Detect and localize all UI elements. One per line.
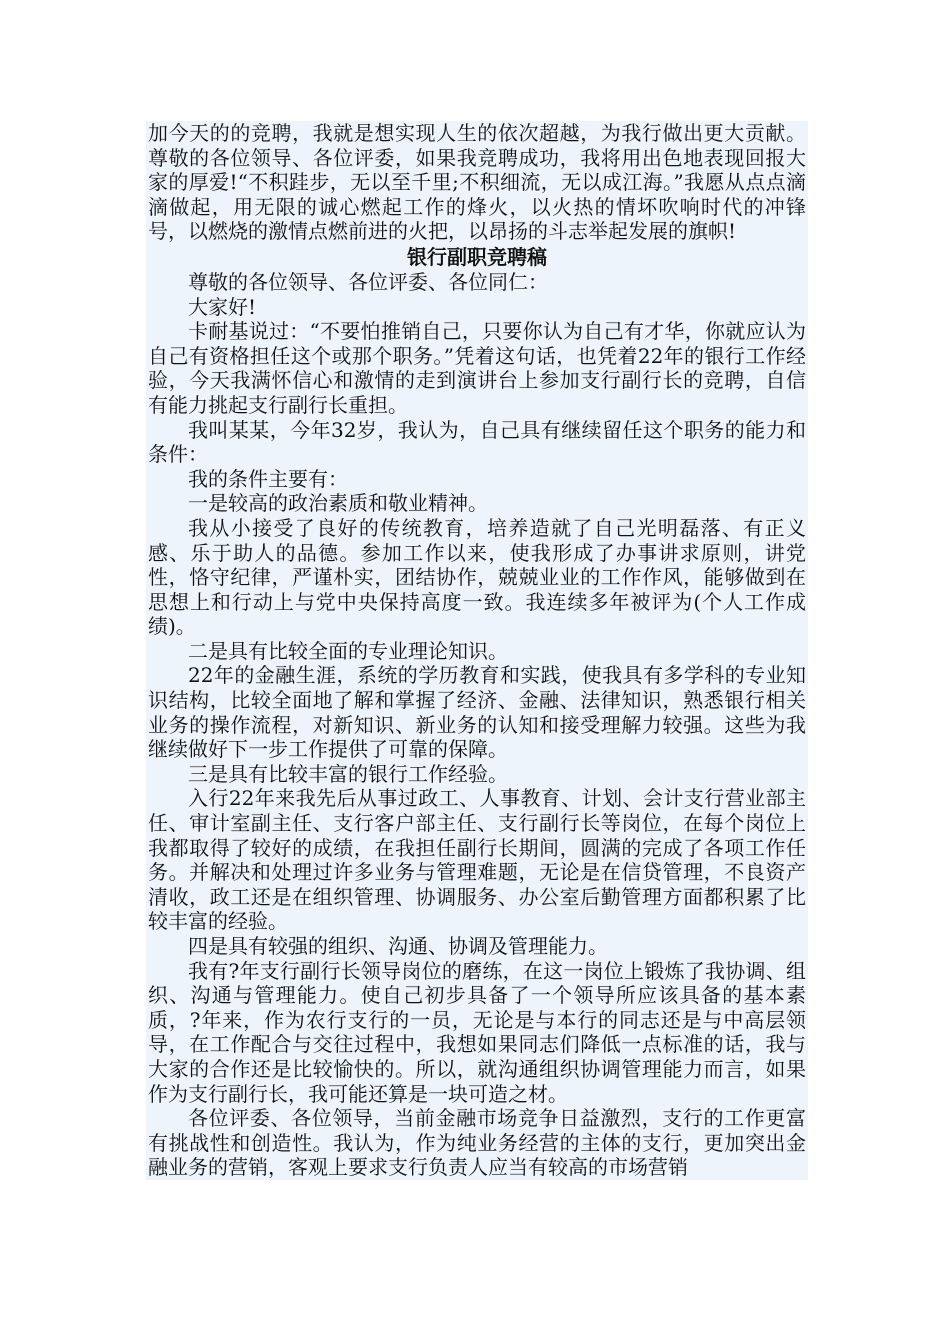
paragraph-conditions: 我的条件主要有： bbox=[146, 467, 808, 492]
paragraph-point-three-body: 入行22年来我先后从事过政工、人事教育、计划、会计支行营业部主任、审计室副主任、支行客户部主任、支行副行长等岗位，在每个岗位上我都取得了较好的成绩，在我担任副行长期间，圆满的完成了各项工作任务。并解决和处理过许多业务与管理难题，无论是在信贷管理，不良资产清收，政工还是在组织管理、协调服务、办公室后勤管理方面都积累了比较丰富的经验。 bbox=[148, 786, 806, 934]
paragraph-point-one-body: 我从小接受了良好的传统教育，培养造就了自己光明磊落、有正义感、乐于助人的品德。参加工作以来，使我形成了办事讲求原则，讲党性，恪守纪律，严谨朴实，团结协作，兢兢业业的工作作风，能够做到在思想上和行动上与党中央保持高度一致。我连续多年被评为(个人工作成绩)。 bbox=[148, 515, 806, 639]
paragraph-salutation: 尊敬的各位领导、各位评委、各位同仁： bbox=[146, 270, 808, 295]
paragraph-closing: 各位评委、各位领导，当前金融市场竞争日益激烈，支行的工作更富有挑战性和创造性。我认为，作为纯业务经营的主体的支行，更加突出金融业务的营销，客观上要求支行负责人应当有较高的市场营销 bbox=[148, 1106, 806, 1180]
paragraph-point-two-body: 22年的金融生涯，系统的学历教育和实践，使我具有多学科的专业知识结构，比较全面地了解和掌握了经济、金融、法律知识，熟悉银行相关业务的操作流程，对新知识、新业务的认知和接受理解力较强。这些为我继续做好下一步工作提供了可靠的保障。 bbox=[148, 663, 806, 762]
paragraph-point-four-body: 我有?年支行副行长领导岗位的磨练，在这一岗位上锻炼了我协调、组织、沟通与管理能力。使自己初步具备了一个领导所应该具备的基本素质，?年来，作为农行支行的一员，无论是与本行的同志还是与中高层领导，在工作配合与交往过程中，我想如果同志们降低一点标准的话，我与大家的合作还是比较愉快的。所以，就沟通组织协调管理能力而言，如果作为支行副行长，我可能还算是一块可造之材。 bbox=[148, 958, 806, 1106]
paragraph-quote: 卡耐基说过：“不要怕推销自己，只要你认为自己有才华，你就应认为自己有资格担任这个或那个职务。”凭着这句话，也凭着22年的银行工作经验，今天我满怀信心和激情的走到演讲台上参加支行副行长的竞聘，自信有能力挑起支行副行长重担。 bbox=[148, 319, 806, 417]
document-title: 银行副职竞聘稿 bbox=[146, 244, 808, 270]
document-body bbox=[146, 121, 808, 1180]
paragraph-point-three-heading: 三是具有比较丰富的银行工作经验。 bbox=[146, 762, 808, 787]
paragraph-greeting: 大家好! bbox=[146, 295, 808, 320]
intro-paragraph: 加今天的的竞聘，我就是想实现人生的依次超越，为我行做出更大贡献。尊敬的各位领导、各位评委，如果我竞聘成功，我将用出色地表现回报大家的厚爱!“不积跬步，无以至千里;不积细流，无以成江海。”我愿从点点滴滴做起，用无限的诚心燃起工作的烽火，以火热的情坏吹响时代的冲锋号，以燃烧的激情点燃前进的火把，以昂扬的斗志举起发展的旗帜! bbox=[148, 121, 806, 244]
paragraph-point-one-heading: 一是较高的政治素质和敬业精神。 bbox=[146, 491, 808, 516]
paragraph-self-intro: 我叫某某，今年32岁，我认为，自己具有继续留任这个职务的能力和条件： bbox=[148, 417, 806, 467]
paragraph-point-four-heading: 四是具有较强的组织、沟通、协调及管理能力。 bbox=[146, 934, 808, 959]
paragraph-point-two-heading: 二是具有比较全面的专业理论知识。 bbox=[146, 639, 808, 664]
